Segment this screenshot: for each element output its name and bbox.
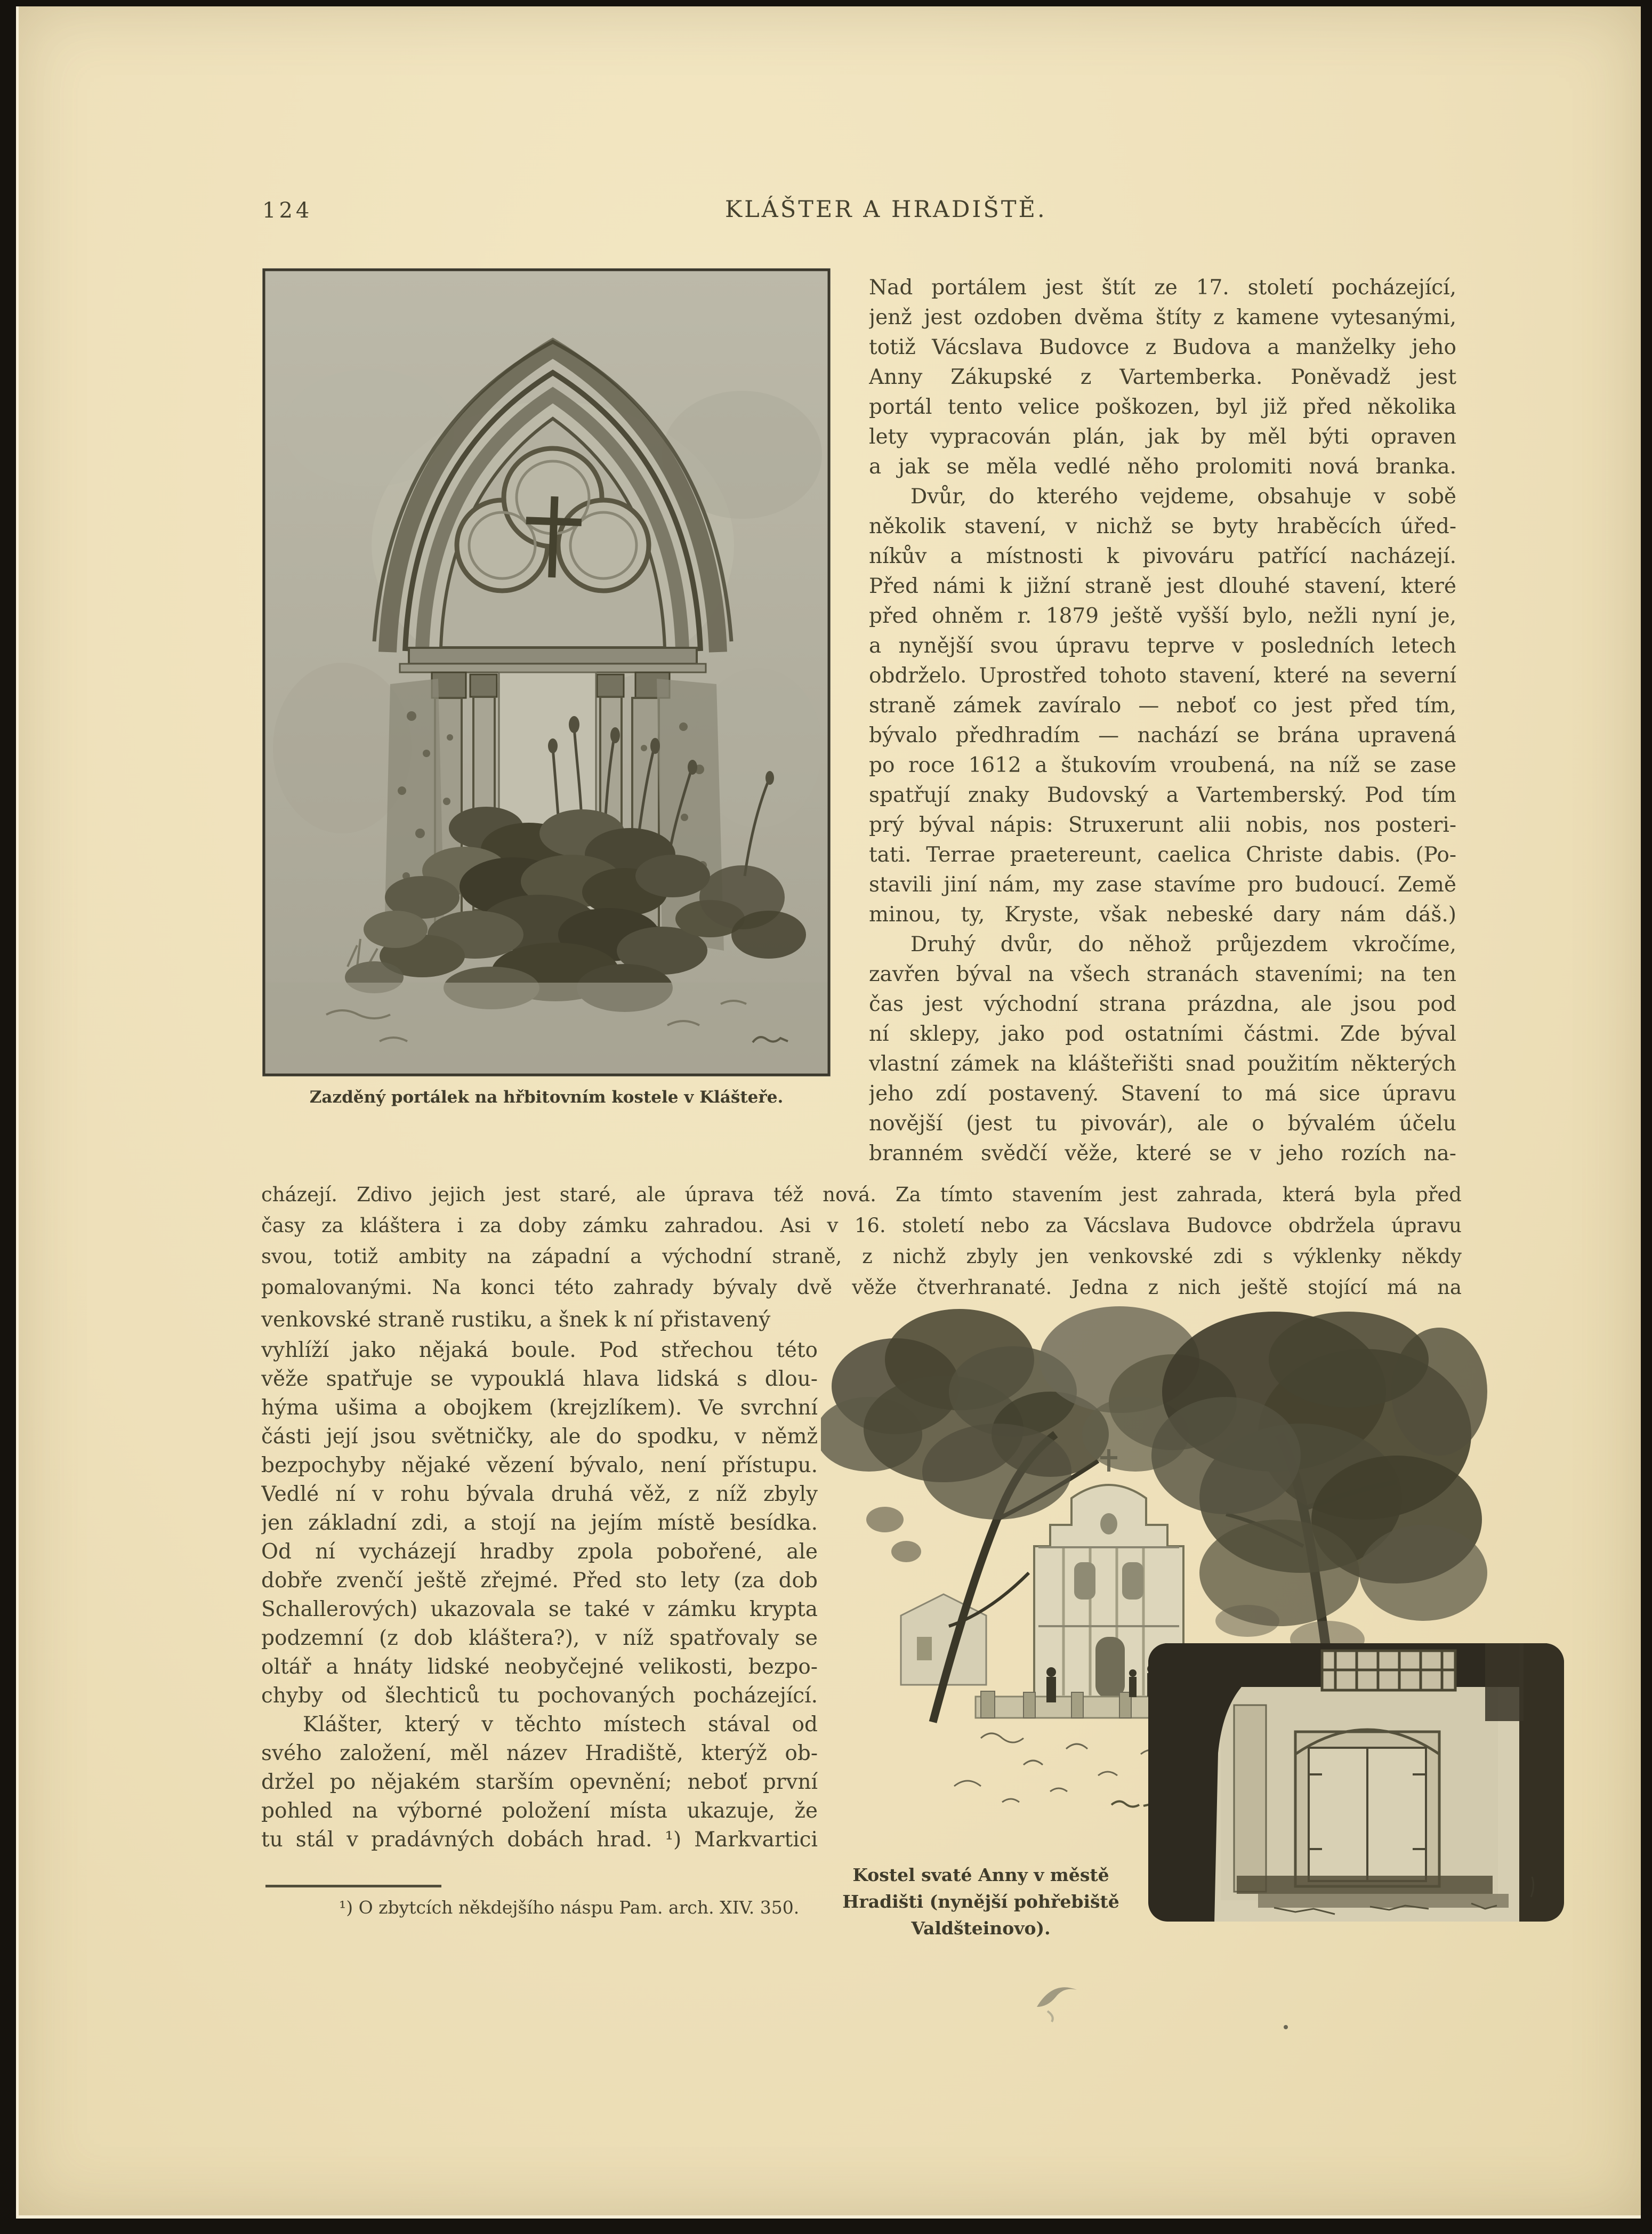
running-header: KLÁŠTER A HRADIŠTĚ. (725, 196, 1047, 223)
text-line: ní sklepy, jako pod ostatními částmi. Zde býval (869, 1022, 1456, 1046)
text-line: cházejí. Zdivo jejich jest staré, ale úprava též nová. Za tímto stavením jest zahrada, která byla před (261, 1183, 1462, 1206)
text-line: oltář a hnáty lidské neobyčejné velikosti, bezpo- (261, 1655, 818, 1679)
text-line: a jak se měla vedlé něho prolomiti nová branka. (869, 455, 1456, 479)
text-line: časy za kláštera i za doby zámku zahradou. Asi v 16. století nebo za Vácslava Budovce obdržela úpravu (261, 1214, 1462, 1237)
text-line: před ohněm r. 1879 ještě vyšší bylo, nežli nyní je, (869, 604, 1456, 628)
left-column-lead-line: venkovské straně rustiku, a šnek k ní přistavený (261, 1308, 771, 1332)
text-line: věže spatřuje se vypouklá hlava lidská s dlou- (261, 1367, 818, 1391)
text-line: lety vypracován plán, jak by měl býti opraven (869, 425, 1456, 449)
text-line: prý býval nápis: Struxerunt alii nobis, nos posteri- (869, 813, 1456, 837)
right-text-column (869, 273, 1456, 1169)
text-line: Od ní vycházejí hradby zpola pobořené, ale (261, 1540, 818, 1564)
text-line: pohled na výborné položení místa ukazuje, že (261, 1799, 818, 1823)
text-line: chyby od šlechticů tu pochovaných pocházející. (261, 1684, 818, 1708)
text-line: vyhlíží jako nějaká boule. Pod střechou této (261, 1338, 818, 1362)
text-line: po roce 1612 a štukovím vroubená, na níž se zase (869, 753, 1456, 777)
text-line: Klášter, který v těchto místech stával od (261, 1713, 818, 1737)
text-line: Vedlé ní v rohu bývala druhá věž, z níž zbyly (261, 1482, 818, 1506)
text-line: Valdšteinovo). (911, 1918, 1051, 1939)
figure-inset-tomb-portal (1146, 1641, 1566, 1924)
text-line: stavili jiní nám, my zase stavíme pro budoucí. Země (869, 873, 1456, 897)
figure-portal-caption: Zazděný portálek na hřbitovním kostele v Klášteře. (309, 1088, 784, 1107)
text-line: obdrželo. Uprostřed tohoto stavení, které na severní (869, 664, 1456, 688)
footnote-divider (265, 1885, 441, 1887)
left-text-column (261, 1336, 818, 1854)
text-line: Dvůr, do kterého vejdeme, obsahuje v sobě (869, 485, 1456, 509)
text-line: části její jsou světničky, ale do spodku, v němž (261, 1425, 818, 1449)
text-line: svého založení, měl název Hradiště, kterýž ob- (261, 1741, 818, 1765)
text-line: Hradišti (nynější pohřebiště (842, 1891, 1119, 1912)
scan-speck (1284, 2025, 1288, 2029)
text-line: bezpochyby nějaké vězení bývalo, není přístupu. (261, 1453, 818, 1477)
scan-smudge-mark (1026, 1974, 1090, 2023)
text-line: spatřují znaky Budovský a Vartemberský. Pod tím (869, 783, 1456, 807)
text-line: minou, ty, Kryste, však nebeské dary nám dáš.) (869, 903, 1456, 927)
text-line: držel po nějakém starším opevnění; neboť první (261, 1770, 818, 1794)
text-line: Kostel svaté Anny v městě (852, 1865, 1109, 1885)
tomb-portal-drawing (1146, 1641, 1566, 1924)
text-line: jen základní zdi, a stojí na jejím místě besídka. (261, 1511, 818, 1535)
text-line: totiž Vácslava Budovce z Budova a manželky jeho (869, 335, 1456, 359)
text-line: Nad portálem jest štít ze 17. století pocházející, (869, 276, 1456, 300)
figure-portal-illustration (262, 268, 831, 1076)
text-line: několik stavení, v nichž se byty hraběcích úřed- (869, 515, 1456, 539)
footnote-text: ¹) O zbytcích někdejšího náspu Pam. arch. XIV. 350. (339, 1897, 800, 1918)
page-number: 124 (262, 198, 313, 223)
figure-church-caption (832, 1862, 1130, 1942)
text-line: vlastní zámek na klášteřišti snad použitím některých (869, 1052, 1456, 1076)
text-line: novější (jest tu pivovár), ale o bývalém účelu (869, 1112, 1456, 1136)
text-line: tu stál v pradávných dobách hrad. ¹) Markvartici (261, 1828, 818, 1852)
text-line: bývalo předhradím — nachází se brána upravená (869, 724, 1456, 748)
text-line: Schallerových) ukazovala se také v zámku krypta (261, 1597, 818, 1621)
text-line: hýma ušima a obojkem (krejzlíkem). Ve svrchní (261, 1396, 818, 1420)
text-line: níkův a místnosti k pivováru patřící nacházejí. (869, 544, 1456, 568)
text-line: zavřen býval na všech stranách staveními; na ten (869, 962, 1456, 986)
text-line: podzemní (z dob kláštera?), v níž spatřovaly se (261, 1626, 818, 1650)
text-line: jenž jest ozdoben dvěma štíty z kamene vytesanými, (869, 306, 1456, 330)
text-line: Anny Zákupské z Vartemberka. Poněvadž jest (869, 365, 1456, 389)
text-line: tati. Terrae praetereunt, caelica Christe dabis. (Po- (869, 843, 1456, 867)
full-width-paragraph (261, 1179, 1462, 1303)
text-line: čas jest východní strana prázdna, ale jsou pod (869, 992, 1456, 1016)
text-line: branném svědčí věže, které se v jeho rozích na- (869, 1142, 1456, 1166)
text-line: svou, totiž ambity na západní a východní straně, z nichž zbyly jen venkovské zdi s výklenky někdy (261, 1245, 1462, 1268)
portal-drawing (262, 268, 831, 1076)
text-line: portál tento velice poškozen, byl již před několika (869, 395, 1456, 419)
text-line: Před námi k jižní straně jest dlouhé stavení, které (869, 574, 1456, 598)
text-line: pomalovanými. Na konci této zahrady bývaly dvě věže čtverhranaté. Jedna z nich ještě stojící má na (261, 1276, 1462, 1299)
text-line: straně zámek zavíralo — neboť co jest před tím, (869, 694, 1456, 718)
text-line: Druhý dvůr, do něhož průjezdem vkročíme, (869, 933, 1456, 957)
text-line: dobře zvenčí ještě zřejmé. Před sto lety (za dob (261, 1569, 818, 1593)
text-line: a nynější svou úpravu teprve v posledních letech (869, 634, 1456, 658)
text-line: jeho zdí postavený. Stavení to má sice úpravu (869, 1082, 1456, 1106)
